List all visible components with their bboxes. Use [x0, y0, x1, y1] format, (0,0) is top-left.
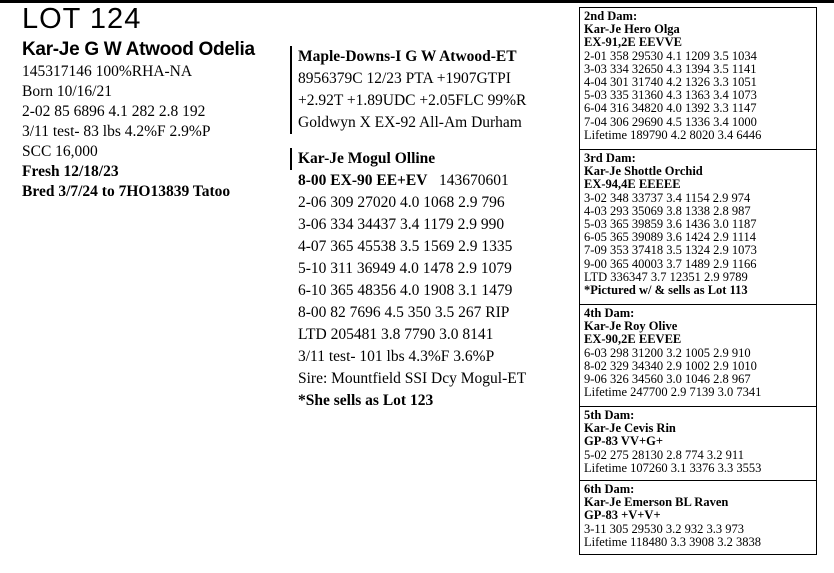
ancestor-title: 5th Dam:	[584, 408, 635, 422]
animal-name: Kar-Je G W Atwood Odelia	[22, 39, 255, 60]
ancestor-record: 6-05 365 39089 3.6 1424 2.9 1114	[584, 230, 756, 245]
section-divider	[580, 149, 816, 150]
ancestor-record: 5-03 365 39859 3.6 1436 3.0 1187	[584, 217, 757, 232]
animal-bred: Bred 3/7/24 to 7HO13839 Tatoo	[22, 183, 231, 200]
ancestor-record: 3-11 305 29530 3.2 932 3.3 973	[584, 521, 744, 536]
ancestor-name: Kar-Je Cevis Rin	[584, 421, 676, 436]
animal-details	[22, 62, 284, 202]
ancestor-name: Kar-Je Roy Olive	[584, 319, 678, 334]
dam-note: *She sells as Lot 123	[298, 392, 434, 409]
ancestor-record: 3-02 348 33737 3.4 1154 2.9 974	[584, 190, 751, 205]
ancestor-class: EX-91,2E EEVVE	[584, 35, 682, 50]
ancestor-record: 5-02 275 28130 2.8 774 3.2 911	[584, 447, 744, 462]
animal-fresh: Fresh 12/18/23	[22, 163, 119, 180]
ancestor-title: 2nd Dam:	[584, 9, 638, 23]
ancestor-record: 7-04 306 29690 4.5 1336 3.4 1000	[584, 114, 757, 129]
animal-test: 3/11 test- 83 lbs 4.2%F 2.9%P	[22, 123, 211, 140]
sire-line: 8956379C 12/23 PTA +1907GTPI	[298, 70, 511, 87]
ancestor-record: 4-03 293 35069 3.8 1338 2.8 987	[584, 203, 751, 218]
animal-registration: 145317146 100%RHA-NA	[22, 63, 193, 80]
dam-name: Kar-Je Mogul Olline	[298, 150, 436, 167]
animal-scc: SCC 16,000	[22, 143, 98, 160]
ancestor-name: Kar-Je Shottle Orchid	[584, 164, 703, 179]
dam-class-line	[298, 170, 570, 192]
ancestor-2nd-dam	[584, 10, 812, 142]
ancestor-record: 6-03 298 31200 3.2 1005 2.9 910	[584, 345, 751, 360]
section-divider	[580, 406, 816, 407]
dam-record: 5-10 311 36949 4.0 1478 2.9 1079	[298, 260, 512, 277]
dam-header	[290, 148, 570, 170]
dam-record: 2-06 309 27020 4.0 1068 2.9 796	[298, 194, 505, 211]
ancestor-name: Kar-Je Emerson BL Raven	[584, 495, 729, 510]
dam-record: Sire: Mountfield SSI Dcy Mogul-ET	[298, 370, 527, 387]
ancestor-record: 7-09 353 37418 3.5 1324 2.9 1073	[584, 243, 757, 258]
ancestor-name: Kar-Je Hero Olga	[584, 22, 680, 37]
ancestor-record: 4-04 301 31740 4.2 1326 3.3 1051	[584, 75, 757, 90]
dam-block	[290, 170, 570, 412]
dam-record: 6-10 365 48356 4.0 1908 3.1 1479	[298, 282, 513, 299]
ancestor-title: 3rd Dam:	[584, 151, 636, 165]
ancestor-record: 3-03 334 32650 4.3 1394 3.5 1141	[584, 61, 757, 76]
ancestor-class: GP-83 VV+G+	[584, 434, 663, 449]
ancestor-note: *Pictured w/ & sells as Lot 113	[584, 283, 748, 298]
ancestor-record: 9-00 365 40003 3.7 1489 2.9 1166	[584, 256, 757, 271]
dam-record: 8-00 82 7696 4.5 350 3.5 267 RIP	[298, 304, 510, 321]
ancestor-class: EX-94,4E EEEEE	[584, 177, 681, 192]
ancestor-4th-dam	[584, 307, 812, 399]
dam-record: 4-07 365 45538 3.5 1569 2.9 1335	[298, 238, 513, 255]
ancestry-box	[579, 7, 817, 555]
ancestor-record: 5-03 335 31360 4.3 1363 3.4 1073	[584, 88, 757, 103]
pedigree-column	[290, 46, 570, 412]
dam-reg: 143670601	[439, 172, 509, 189]
ancestor-title: 4th Dam:	[584, 306, 635, 320]
ancestor-class: EX-90,2E EEVEE	[584, 332, 682, 347]
ancestor-record: LTD 336347 3.7 12351 2.9 9789	[584, 269, 748, 284]
ancestor-record: Lifetime 118480 3.3 3908 3.2 3838	[584, 534, 761, 549]
sire-line: Goldwyn X EX-92 All-Am Durham	[298, 114, 522, 131]
ancestor-record: 9-06 326 34560 3.0 1046 2.8 967	[584, 372, 751, 387]
section-divider	[580, 304, 816, 305]
ancestor-record: 2-01 358 29530 4.1 1209 3.5 1034	[584, 48, 757, 63]
ancestor-record: 6-04 316 34820 4.0 1392 3.3 1147	[584, 101, 757, 116]
sire-line: +2.92T +1.89UDC +2.05FLC 99%R	[298, 92, 527, 109]
ancestor-record: Lifetime 247700 2.9 7139 3.0 7341	[584, 385, 762, 400]
dam-classification: 8-00 EX-90 EE+EV	[298, 172, 428, 189]
ancestor-record: 8-02 329 34340 2.9 1002 2.9 1010	[584, 358, 757, 373]
lot-title: LOT 124	[22, 3, 142, 35]
animal-born: Born 10/16/21	[22, 83, 112, 100]
sire-name: Maple-Downs-I G W Atwood-ET	[298, 48, 517, 65]
dam-record: LTD 205481 3.8 7790 3.0 8141	[298, 326, 494, 343]
ancestor-class: GP-83 +V+V+	[584, 508, 661, 523]
ancestor-title: 6th Dam:	[584, 482, 635, 496]
ancestor-record: Lifetime 189790 4.2 8020 3.4 6446	[584, 127, 762, 142]
sire-block	[290, 46, 570, 134]
ancestor-6th-dam	[584, 483, 812, 549]
ancestor-record: Lifetime 107260 3.1 3376 3.3 3553	[584, 460, 762, 475]
animal-record: 2-02 85 6896 4.1 282 2.8 192	[22, 103, 206, 120]
ancestor-3rd-dam	[584, 152, 812, 297]
dam-record: 3-06 334 34437 3.4 1179 2.9 990	[298, 216, 505, 233]
ancestor-5th-dam	[584, 409, 812, 475]
dam-record: 3/11 test- 101 lbs 4.3%F 3.6%P	[298, 348, 495, 365]
section-divider	[580, 480, 816, 481]
